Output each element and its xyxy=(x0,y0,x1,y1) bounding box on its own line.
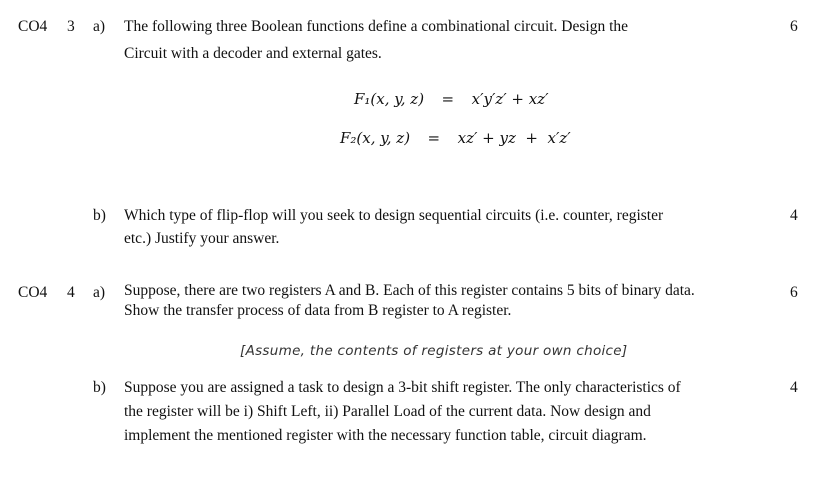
course-outcome-q4: CO4 xyxy=(18,284,48,301)
question-3a-text xyxy=(124,15,764,65)
question-3b-text xyxy=(124,204,764,250)
course-outcome-q3: CO4 xyxy=(18,18,48,35)
question-3a-line-2: Circuit with a decoder and external gates. xyxy=(124,45,382,62)
equation-f1-rhs: x′y′z′ + xz′ xyxy=(471,90,549,108)
marks-3a: 6 xyxy=(790,18,798,35)
question-3b-line-1: Which type of flip-flop will you seek to design sequential circuits (i.e. counter, register xyxy=(124,207,664,224)
equation-f1-lhs: F₁(x, y, z) xyxy=(354,90,425,108)
part-label-3a: a) xyxy=(93,18,106,35)
assume-note: [Assume, the contents of registers at your own choice] xyxy=(240,343,628,359)
equation-f1 xyxy=(354,90,549,108)
question-number-4: 4 xyxy=(67,284,75,301)
question-4a-line-1: Suppose, there are two registers A and B. Each of this register contains 5 bits of binary data. xyxy=(124,282,695,299)
question-4b-line-2: the register will be i) Shift Left, ii) Parallel Load of the current data. Now design and xyxy=(124,403,651,420)
marks-4b: 4 xyxy=(790,379,798,396)
question-4a-text xyxy=(124,281,784,321)
equation-f2-equals: = xyxy=(427,129,441,147)
question-3a-line-1: The following three Boolean functions define a combinational circuit. Design the xyxy=(124,18,629,35)
marks-4a: 6 xyxy=(790,284,798,301)
marks-3b: 4 xyxy=(790,207,798,224)
question-3b-line-2: etc.) Justify your answer. xyxy=(124,230,280,247)
question-4a-line-2: Show the transfer process of data from B register to A register. xyxy=(124,302,512,319)
part-label-4a: a) xyxy=(93,284,106,301)
part-label-4b: b) xyxy=(93,379,106,396)
equation-f1-equals: = xyxy=(441,90,455,108)
equation-f2-lhs: F₂(x, y, z) xyxy=(340,129,411,147)
equation-f2-rhs: xz′ + yz + x′z′ xyxy=(457,129,571,147)
question-4b-line-3: implement the mentioned register with the necessary function table, circuit diagram. xyxy=(124,427,647,444)
equation-f2 xyxy=(340,129,571,147)
question-4b-line-1: Suppose you are assigned a task to design a 3-bit shift register. The only characteristics of xyxy=(124,379,681,396)
question-number-3: 3 xyxy=(67,18,75,35)
question-4b-text xyxy=(124,376,764,448)
part-label-3b: b) xyxy=(93,207,106,224)
